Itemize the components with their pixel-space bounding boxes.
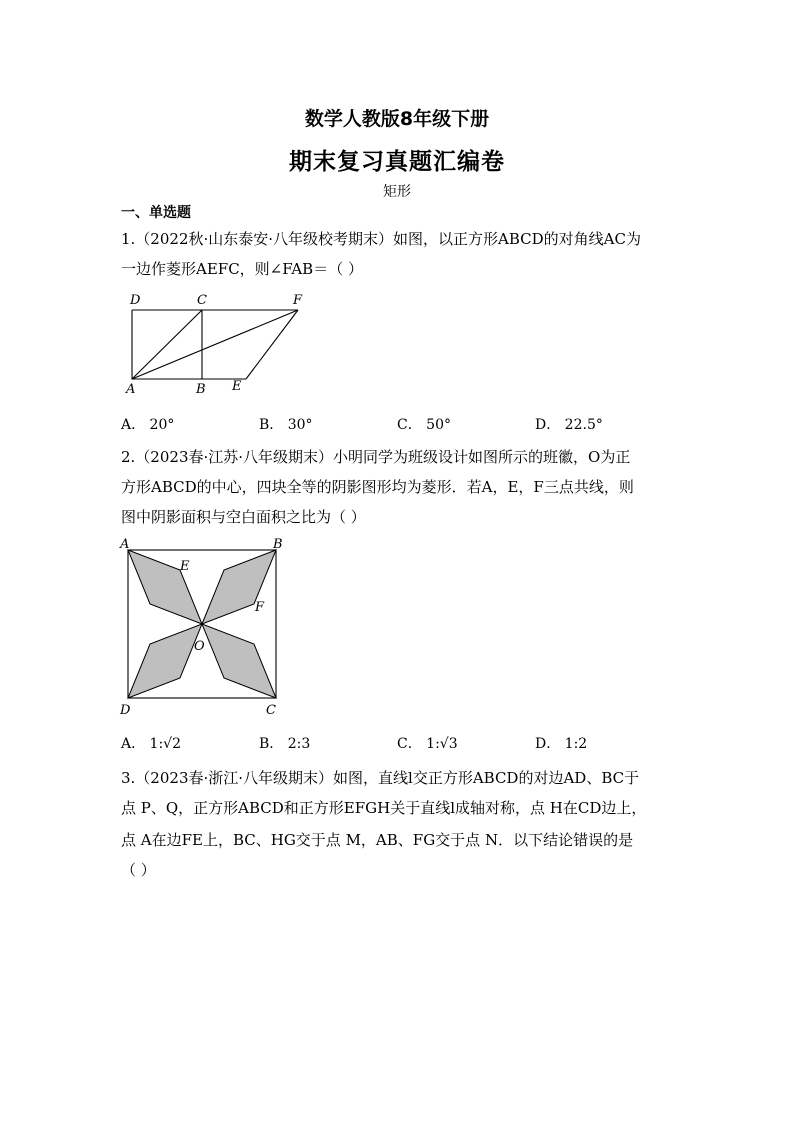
question-3-line-4: （ ） <box>121 861 156 879</box>
q2-label-f: F <box>255 600 265 615</box>
question-3-line-2: 点 P、Q，正方形ABCD和正方形EFGH关于直线l成轴对称，点 H在CD边上， <box>121 799 647 817</box>
q1-label-a: A <box>126 382 136 397</box>
q2-rhombus-top-right <box>202 550 276 624</box>
question-2-line-1: 2.（2023春·江苏·八年级期末）小明同学为班级设计如图所示的班徽，O为正 <box>121 448 631 466</box>
question-3-line-3: 点 A在边FE上，BC、HG交于点 M，AB、FG交于点 N．以下结论错误的是 <box>121 831 634 849</box>
question-2-line-2: 方形ABCD的中心，四块全等的阴影图形均为菱形．若A，E，F三点共线，则 <box>121 478 634 496</box>
question-2-figure <box>116 532 296 726</box>
q2-label-e: E <box>180 559 190 574</box>
q2-rhombus-top-left <box>128 550 202 624</box>
question-2-option-c[interactable]: C． 1:√3 <box>397 736 458 752</box>
q2-label-c: C <box>266 703 276 718</box>
document-subtitle: 期末复习真题汇编卷 <box>289 149 505 175</box>
question-2-option-b[interactable]: B． 2:3 <box>259 736 311 752</box>
q2-label-d: D <box>120 703 131 718</box>
q1-label-e: E <box>232 379 242 394</box>
question-2-option-a[interactable]: A． 1:√2 <box>121 736 182 752</box>
q2-label-b: B <box>273 537 283 552</box>
question-1-option-c[interactable]: C． 50° <box>397 417 451 433</box>
question-1-line-2: 一边作菱形AEFC，则∠FAB＝（ ） <box>121 260 363 278</box>
section-heading: 一、单选题 <box>121 205 191 221</box>
question-1-option-a[interactable]: A． 20° <box>121 417 175 433</box>
question-2-line-3: 图中阴影面积与空白面积之比为（ ） <box>121 508 366 526</box>
q1-label-d: D <box>130 293 141 308</box>
q2-rhombus-bottom-left <box>128 624 202 698</box>
q1-label-c: C <box>197 293 207 308</box>
q2-label-o: O <box>194 639 205 654</box>
question-1-option-d[interactable]: D． 22.5° <box>535 417 603 433</box>
q2-rhombus-bottom-right <box>202 624 276 698</box>
question-1-line-1: 1.（2022秋·山东泰安·八年级校考期末）如图，以正方形ABCD的对角线AC为 <box>121 230 641 248</box>
q2-label-a: A <box>120 537 130 552</box>
document-title: 数学人教版8年级下册 <box>304 108 490 130</box>
question-1-figure <box>120 290 320 404</box>
q1-label-b: B <box>196 382 206 397</box>
document-topic: 矩形 <box>383 184 411 200</box>
q1-label-f: F <box>293 293 303 308</box>
question-3-line-1: 3.（2023春·浙江·八年级期末）如图，直线l交正方形ABCD的对边AD、BC于 <box>121 769 640 787</box>
q1-diagonal-ac <box>132 310 202 379</box>
question-1-option-b[interactable]: B． 30° <box>259 417 313 433</box>
question-2-option-d[interactable]: D． 1:2 <box>535 736 588 752</box>
q1-line-af <box>132 310 298 379</box>
